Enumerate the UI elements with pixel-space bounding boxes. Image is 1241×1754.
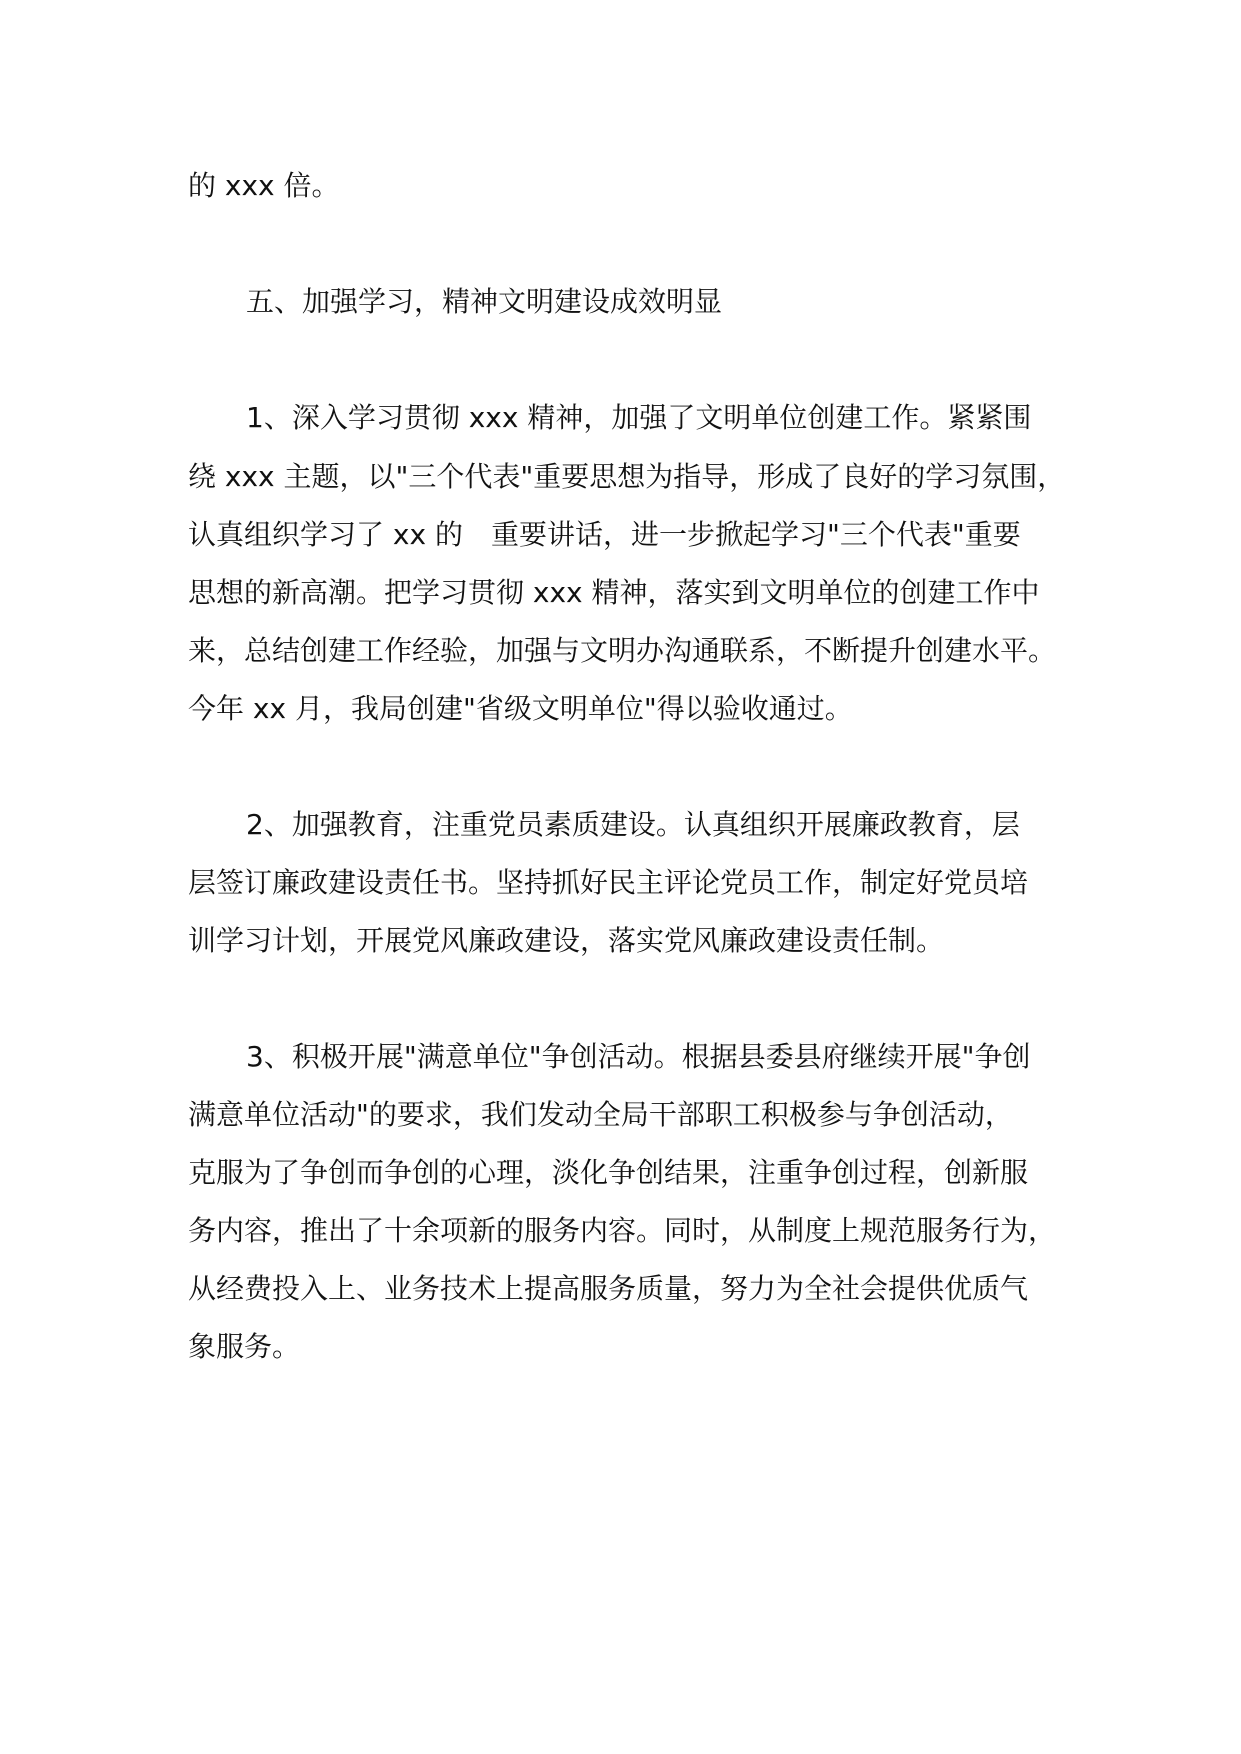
paragraph-2-line-3: 训学习计划，开展党风廉政建设，落实党风廉政建设责任制。 — [188, 924, 945, 957]
paragraph-3-line-6: 象服务。 — [188, 1330, 301, 1363]
paragraph-2-line-2: 层签订廉政建设责任书。坚持抓好民主评论党员工作，制定好党员培 — [188, 866, 1029, 899]
paragraph-1-line-2: 绕 xxx 主题，以"三个代表"重要思想为指导，形成了良好的学习氛围， — [188, 460, 1066, 493]
paragraph-3-line-5: 从经费投入上、业务技术上提高服务质量，努力为全社会提供优质气 — [188, 1272, 1029, 1305]
paragraph-3-line-4: 务内容，推出了十余项新的服务内容。同时，从制度上规范服务行为， — [188, 1214, 1057, 1247]
paragraph-1-line-5: 来，总结创建工作经验，加强与文明办沟通联系，不断提升创建水平。 — [188, 634, 1057, 667]
paragraph-1-line-4: 思想的新高潮。把学习贯彻 xxx 精神，落实到文明单位的创建工作中 — [188, 576, 1040, 609]
paragraph-3-line-2: 满意单位活动"的要求，我们发动全局干部职工积极参与争创活动， — [188, 1098, 1013, 1131]
paragraph-3-line-3: 克服为了争创而争创的心理，淡化争创结果，注重争创过程，创新服 — [188, 1156, 1029, 1189]
paragraph-2-line-1: 2、加强教育，注重党员素质建设。认真组织开展廉政教育，层 — [246, 808, 1020, 841]
paragraph-1-line-6: 今年 xx 月，我局创建"省级文明单位"得以验收通过。 — [188, 692, 853, 725]
section-heading: 五、加强学习，精神文明建设成效明显 — [246, 285, 723, 318]
paragraph-1-line-3: 认真组织学习了 xx 的 重要讲话，进一步掀起学习"三个代表"重要 — [188, 518, 1021, 551]
paragraph-continuation-line: 的 xxx 倍。 — [188, 169, 340, 202]
paragraph-1-line-1: 1、深入学习贯彻 xxx 精神，加强了文明单位创建工作。紧紧围 — [246, 401, 1032, 434]
paragraph-3-line-1: 3、积极开展"满意单位"争创活动。根据县委县府继续开展"争创 — [246, 1040, 1031, 1073]
